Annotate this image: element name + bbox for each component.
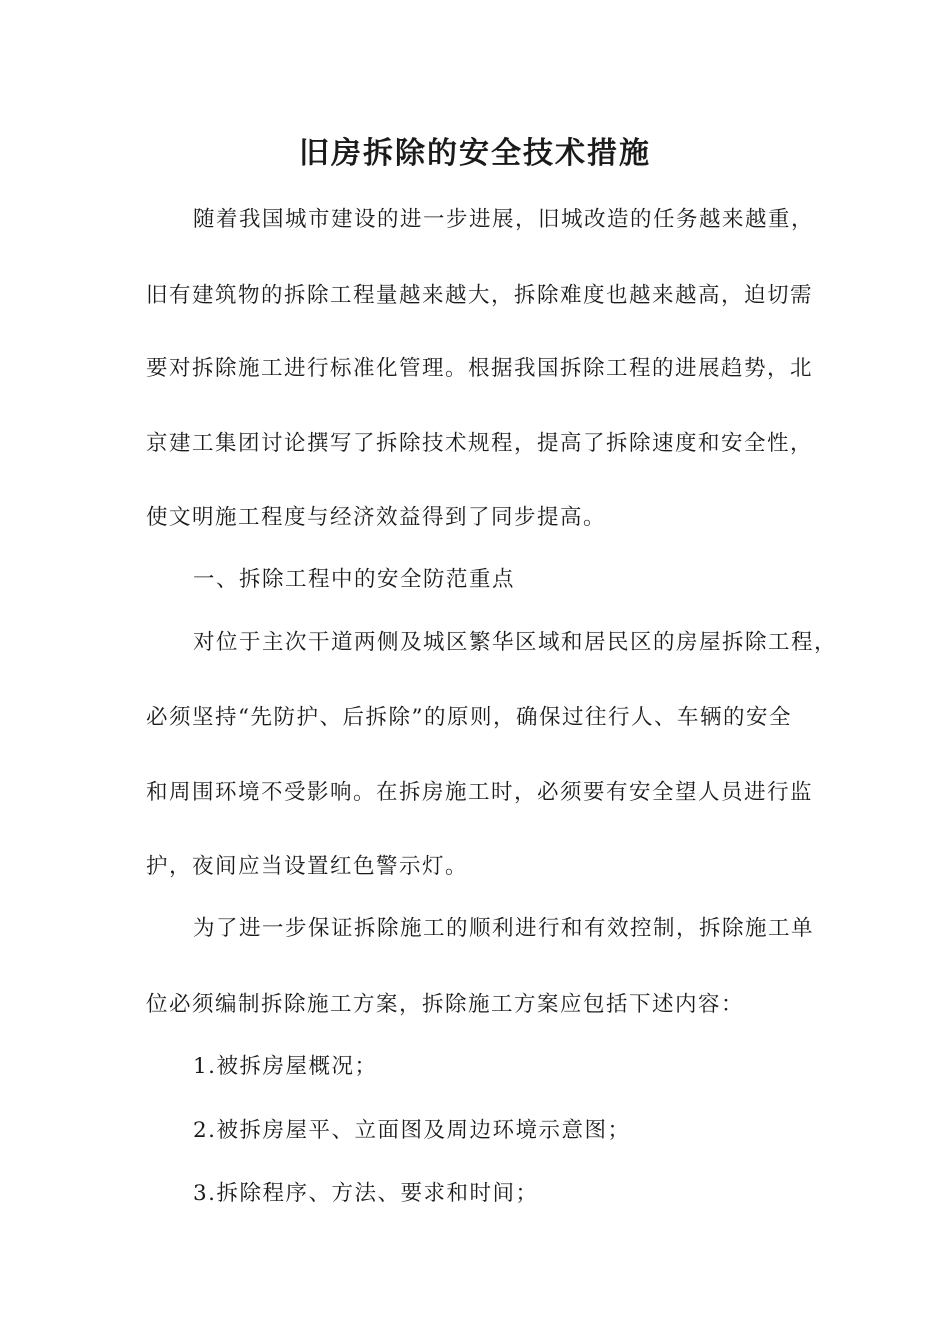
paragraph-line: 旧有建筑物的拆除工程量越来越大，拆除难度也越来越高，迫切需 — [146, 283, 814, 308]
paragraph-line: 京建工集团讨论撰写了拆除技术规程，提高了拆除速度和安全性， — [146, 431, 814, 456]
paragraph-line: 随着我国城市建设的进一步进展，旧城改造的任务越来越重， — [193, 207, 815, 232]
list-item: 1.被拆房屋概况； — [193, 1054, 378, 1079]
paragraph-line: 位必须编制拆除施工方案，拆除施工方案应包括下述内容： — [146, 992, 745, 1017]
paragraph-line: 为了进一步保证拆除施工的顺利进行和有效控制，拆除施工单 — [193, 916, 815, 941]
paragraph-line: 必须坚持“先防护、后拆除”的原则，确保过往行人、车辆的安全 — [146, 705, 792, 730]
paragraph-line: 护，夜间应当设置红色警示灯。 — [146, 854, 469, 879]
list-item: 2.被拆房屋平、立面图及周边环境示意图； — [193, 1118, 631, 1143]
paragraph-line: 要对拆除施工进行标准化管理。根据我国拆除工程的进展趋势，北 — [146, 356, 814, 381]
section-heading: 一、拆除工程中的安全防范重点 — [193, 567, 516, 592]
paragraph-line: 和周围环境不受影响。在拆房施工时，必须要有安全望人员进行监 — [146, 780, 814, 805]
list-item: 3.拆除程序、方法、要求和时间； — [193, 1181, 539, 1206]
paragraph-line: 对位于主次干道两侧及城区繁华区域和居民区的房屋拆除工程， — [193, 630, 838, 655]
document-title: 旧房拆除的安全技术措施 — [299, 136, 651, 171]
paragraph-line: 使文明施工程度与经济效益得到了同步提高。 — [146, 505, 607, 530]
